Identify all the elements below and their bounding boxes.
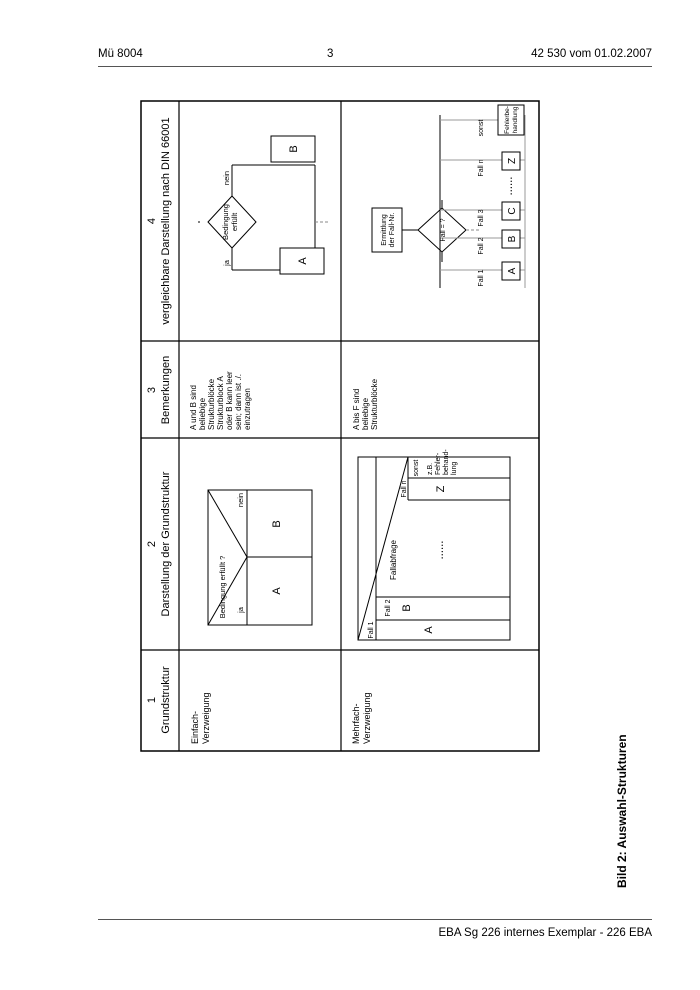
row1-nsd-block-b: B — [271, 520, 283, 528]
row2-flow-ellipsis: • • • • • • — [509, 177, 515, 195]
col1-title: Grundstruktur — [160, 666, 172, 734]
row1-flow-block-a: A — [297, 257, 309, 265]
row2-flow-falln: Fall n — [478, 159, 485, 177]
col4-number: 4 — [146, 217, 158, 225]
row2-flow-sonst: sonst — [478, 119, 485, 137]
row2-flow-error-line1: Fehlerbe- — [504, 106, 511, 134]
row2-nsd-block-a: A — [423, 626, 435, 634]
row1-remark-line: beliebige — [198, 397, 207, 430]
row1-remark-line: sein; dann ist ./. — [234, 373, 243, 430]
row1-flow-yes: ja — [222, 260, 231, 266]
row2-nsd-fall2: Fall 2 — [385, 599, 392, 617]
row2-flow-block-z: Z — [507, 157, 518, 165]
row2-remark-line: beliebige — [361, 397, 370, 430]
row2-flow-block-b: B — [507, 235, 518, 243]
row2-flow-box-line2: der Fall-Nr. — [389, 212, 396, 248]
row2-nsd-error-line: z.B. — [427, 462, 434, 475]
row2-nsd-error-line: lung — [451, 461, 458, 475]
row1-nsd-no: nein — [236, 492, 245, 508]
row2-nsd-error-line: Fehler- — [435, 452, 442, 475]
row1-flow-condition-2: erfüllt — [230, 212, 239, 232]
row1-remark — [189, 371, 252, 430]
row2-nsd-falln: Fall n — [401, 480, 408, 498]
row1-nsd-block-a: A — [271, 587, 283, 595]
col2-title: Darstellung der Grundstruktur — [160, 471, 172, 617]
row2-remark — [352, 378, 379, 430]
col3-title: Bemerkungen — [160, 355, 172, 425]
row1-flow-no: nein — [222, 170, 231, 186]
row2-flow-diamond: Fall = ? — [440, 218, 447, 242]
row2-flow-block-a: A — [507, 267, 518, 275]
header-right: 42 530 vom 01.02.2007 — [531, 48, 652, 60]
row2-nsd-block-z: Z — [435, 485, 447, 493]
row1-name-line1: Einfach- — [190, 710, 200, 744]
row1-flowchart — [198, 136, 330, 274]
row1-nsd-yes: ja — [236, 607, 245, 613]
row2-flow-fall1: Fall 1 — [478, 269, 485, 287]
row1-nsd-condition: Bedingung erfüllt ? — [218, 555, 227, 619]
row1-flow-block-b: B — [288, 145, 300, 153]
col1-number: 1 — [146, 696, 158, 704]
footer-text: EBA Sg 226 internes Exemplar - 226 EBA — [438, 927, 652, 939]
row1-remark-line: oder B kann leer — [225, 371, 234, 430]
row1-remark-line: Strukturblock A — [216, 376, 225, 430]
row2-flow-error-line2: handlung — [512, 106, 519, 134]
row2-nsd-diagram — [358, 449, 510, 640]
row2-name-line2: Verzweigung — [362, 692, 372, 744]
col4-title: vergleichbare Darstellung nach DIN 66001 — [160, 117, 172, 325]
row2-flow-block-c: C — [507, 207, 518, 215]
col2-number: 2 — [146, 540, 158, 548]
caption-svg — [610, 735, 632, 890]
header-divider — [98, 66, 652, 67]
figure-caption-text: Bild 2: Auswahl-Strukturen — [615, 735, 629, 888]
row2-flow-fall3: Fall 3 — [478, 209, 485, 227]
row1-remark-line: einzutragen — [243, 388, 252, 430]
row2-flowchart — [372, 105, 525, 288]
row2-nsd-error-line: behand- — [443, 449, 450, 475]
row1-nsd-diagram — [208, 490, 312, 625]
structure-table — [140, 100, 540, 785]
col3-number: 3 — [146, 386, 158, 394]
row2-remark-line: A bis F sind — [352, 388, 361, 430]
footer-divider — [98, 919, 652, 920]
row2-flow-box-line1: Ermittlung — [381, 214, 388, 246]
row1-name-line2: Verzweigung — [201, 692, 211, 744]
row1-flow-condition-1: Bedingung — [221, 204, 230, 240]
row2-name-line1: Mehrfach- — [351, 703, 361, 744]
row1-remark-line: A und B sind — [189, 385, 198, 430]
structure-table-svg — [140, 100, 540, 780]
figure-caption-box — [610, 735, 632, 895]
header-left: Mü 8004 — [98, 48, 143, 60]
row2-flow-fall2: Fall 2 — [478, 237, 485, 255]
row2-remark-line: Strukturblöcke — [370, 378, 379, 430]
row2-nsd-block-b: B — [401, 604, 413, 612]
row1-remark-line: Strukturblöcke — [207, 378, 216, 430]
row2-nsd-title: Fallabfrage — [389, 539, 398, 581]
header-page-number: 3 — [327, 48, 334, 60]
row2-nsd-sonst: sonst — [413, 459, 420, 477]
row2-nsd-ellipsis: • • • • • • — [440, 541, 446, 559]
row2-nsd-fall1: Fall 1 — [368, 621, 375, 639]
